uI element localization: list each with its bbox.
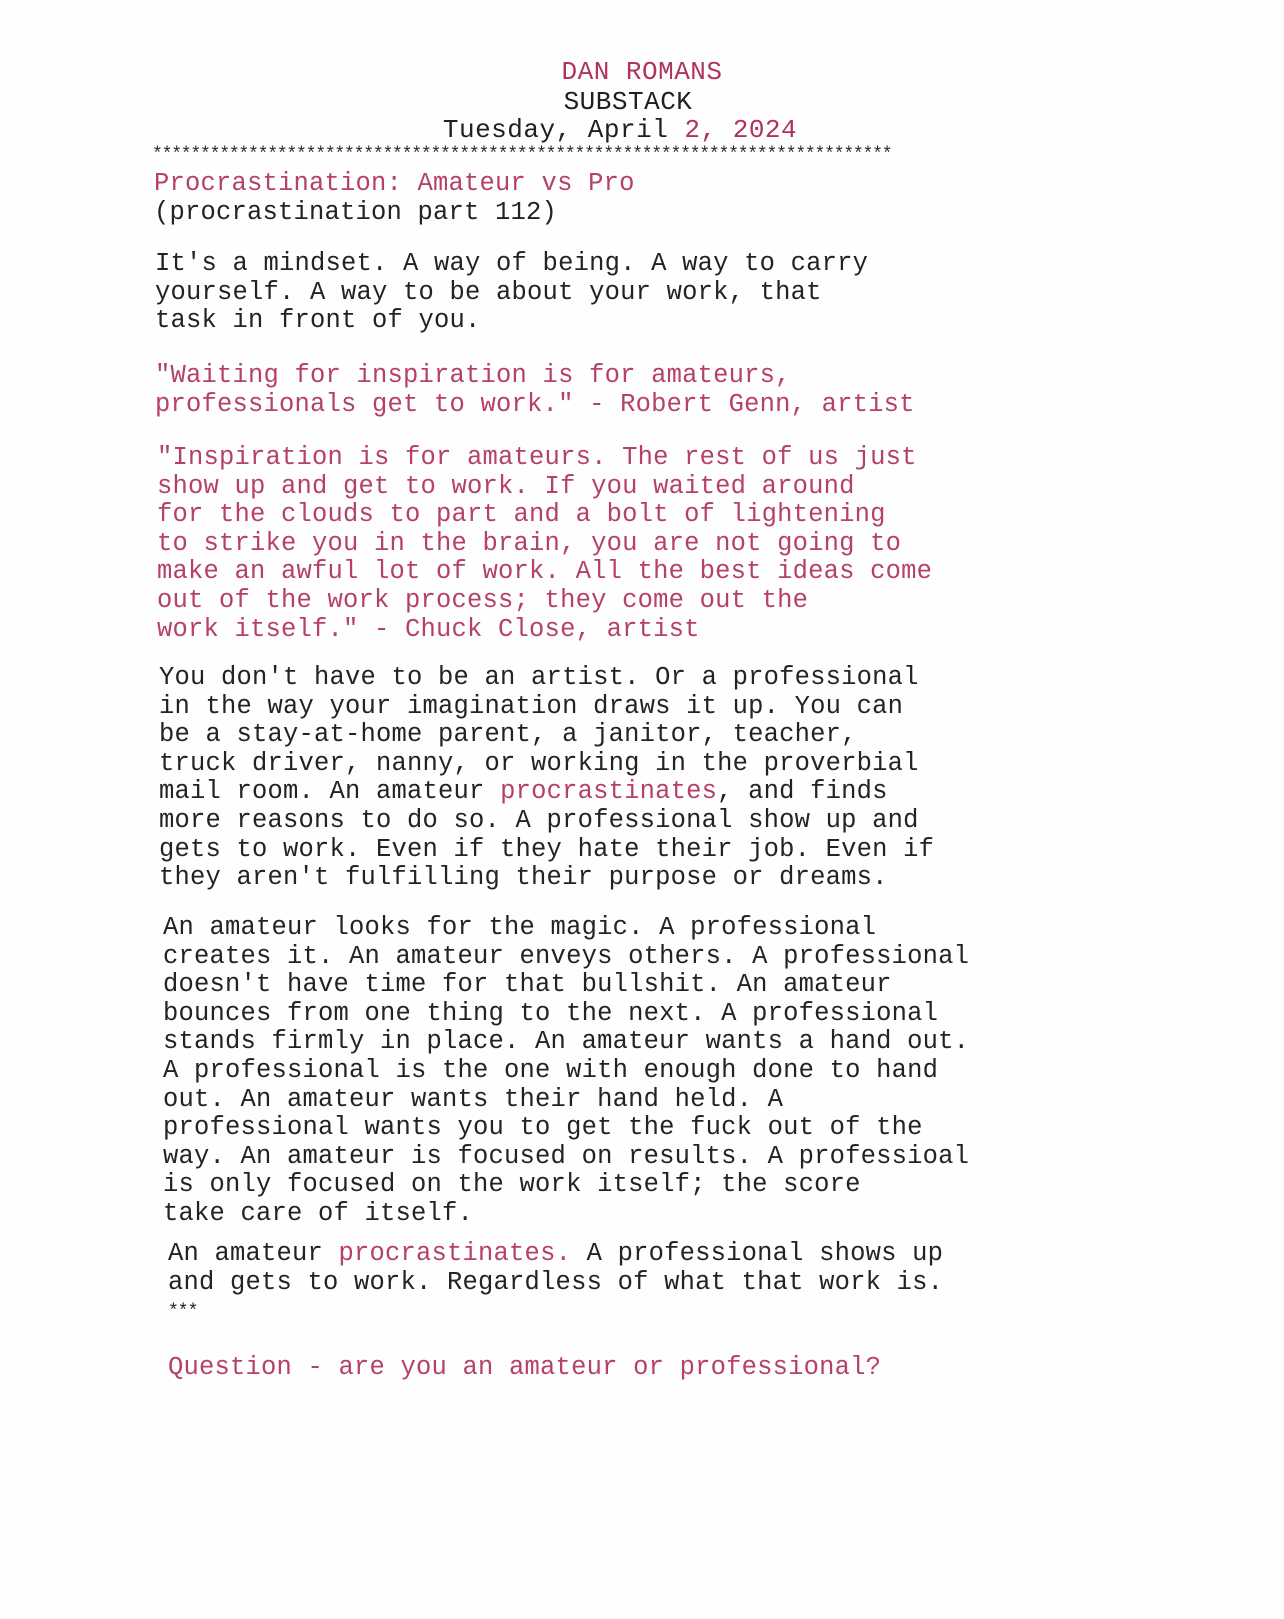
text-line: doesn't have time for that bullshit. An amateur xyxy=(163,970,892,1000)
quote-robert-genn xyxy=(155,362,915,419)
paragraph-comparison xyxy=(163,914,969,1229)
publication-name: SUBSTACK xyxy=(563,87,693,117)
quote-chuck-close xyxy=(157,444,932,644)
text-line: truck driver, nanny, or working in the proverbial xyxy=(159,748,919,778)
line-prefix: mail room. An amateur xyxy=(159,777,501,807)
line-prefix: An amateur xyxy=(168,1239,339,1268)
text-line: stands firmly in place. An amateur wants a hand out. xyxy=(163,1027,970,1057)
text-line: "Waiting for inspiration is for amateurs, xyxy=(155,361,791,390)
highlight-procrastinates: procrastinates. xyxy=(338,1239,572,1268)
text-line xyxy=(168,1240,943,1269)
text-line: be a stay-at-home parent, a janitor, teacher, xyxy=(159,720,857,750)
text-line: work itself." - Chuck Close, artist xyxy=(157,614,700,644)
article-heading xyxy=(154,170,635,227)
text-line: It's a mindset. A way of being. A way to carry xyxy=(155,249,869,278)
text-line: yourself. A way to be about your work, that xyxy=(155,277,822,307)
post-date xyxy=(0,116,1262,144)
text-line: bounces from one thing to the next. A professional xyxy=(163,998,939,1028)
author-name: DAN ROMANS xyxy=(561,57,723,87)
text-line: professional wants you to get the fuck out of the xyxy=(163,1113,923,1143)
date-highlight: 2, 2024 xyxy=(684,115,798,145)
text-line: creates it. An amateur enveys others. A professional xyxy=(163,941,970,971)
header-separator: ***************************************************************************** xyxy=(152,145,892,165)
text-line: for the clouds to part and a bolt of lightening xyxy=(157,500,886,530)
text-line: out of the work process; they come out the xyxy=(157,585,809,615)
text-line: to strike you in the brain, you are not going to xyxy=(157,528,902,558)
text-line: gets to work. Even if they hate their job. Even if xyxy=(159,834,935,864)
text-line xyxy=(159,778,934,807)
article-subtitle: (procrastination part 112) xyxy=(154,197,558,227)
closing-question: Question - are you an amateur or professional? xyxy=(168,1353,882,1382)
text-line: out. An amateur wants their hand held. A xyxy=(163,1084,784,1114)
text-line: task in front of you. xyxy=(155,306,481,336)
line-suffix: A professional shows up xyxy=(571,1239,944,1268)
text-line: show up and get to work. If you waited around xyxy=(157,471,855,501)
text-line: is only focused on the work itself; the score xyxy=(163,1170,861,1200)
text-line: in the way your imagination draws it up. You can xyxy=(159,691,904,721)
text-line: "Inspiration is for amateurs. The rest of us just xyxy=(157,443,917,472)
end-marker: *** xyxy=(168,1302,198,1322)
paragraph-conclusion xyxy=(168,1240,943,1297)
text-line: An amateur looks for the magic. A professional xyxy=(163,913,877,942)
paragraph-intro xyxy=(155,250,868,336)
text-line: take care of itself. xyxy=(163,1198,474,1228)
text-line: You don't have to be an artist. Or a professional xyxy=(159,663,919,692)
text-line: make an awful lot of work. All the best ideas come xyxy=(157,557,933,587)
text-line: A professional is the one with enough done to hand xyxy=(163,1055,939,1085)
article-title: Procrastination: Amateur vs Pro xyxy=(154,169,635,198)
text-line: they aren't fulfilling their purpose or dreams. xyxy=(159,863,888,893)
highlight-procrastinates: procrastinates xyxy=(500,777,718,807)
text-line: way. An amateur is focused on results. A professioal xyxy=(163,1141,970,1171)
line-suffix: , and finds xyxy=(717,777,888,807)
text-line: more reasons to do so. A professional show up and xyxy=(159,805,919,835)
date-prefix: Tuesday, April xyxy=(442,115,685,145)
text-line: and gets to work. Regardless of what that work is. xyxy=(168,1267,944,1297)
text-line: professionals get to work." - Robert Genn, artist xyxy=(155,389,915,419)
paragraph-not-artist xyxy=(159,664,934,893)
